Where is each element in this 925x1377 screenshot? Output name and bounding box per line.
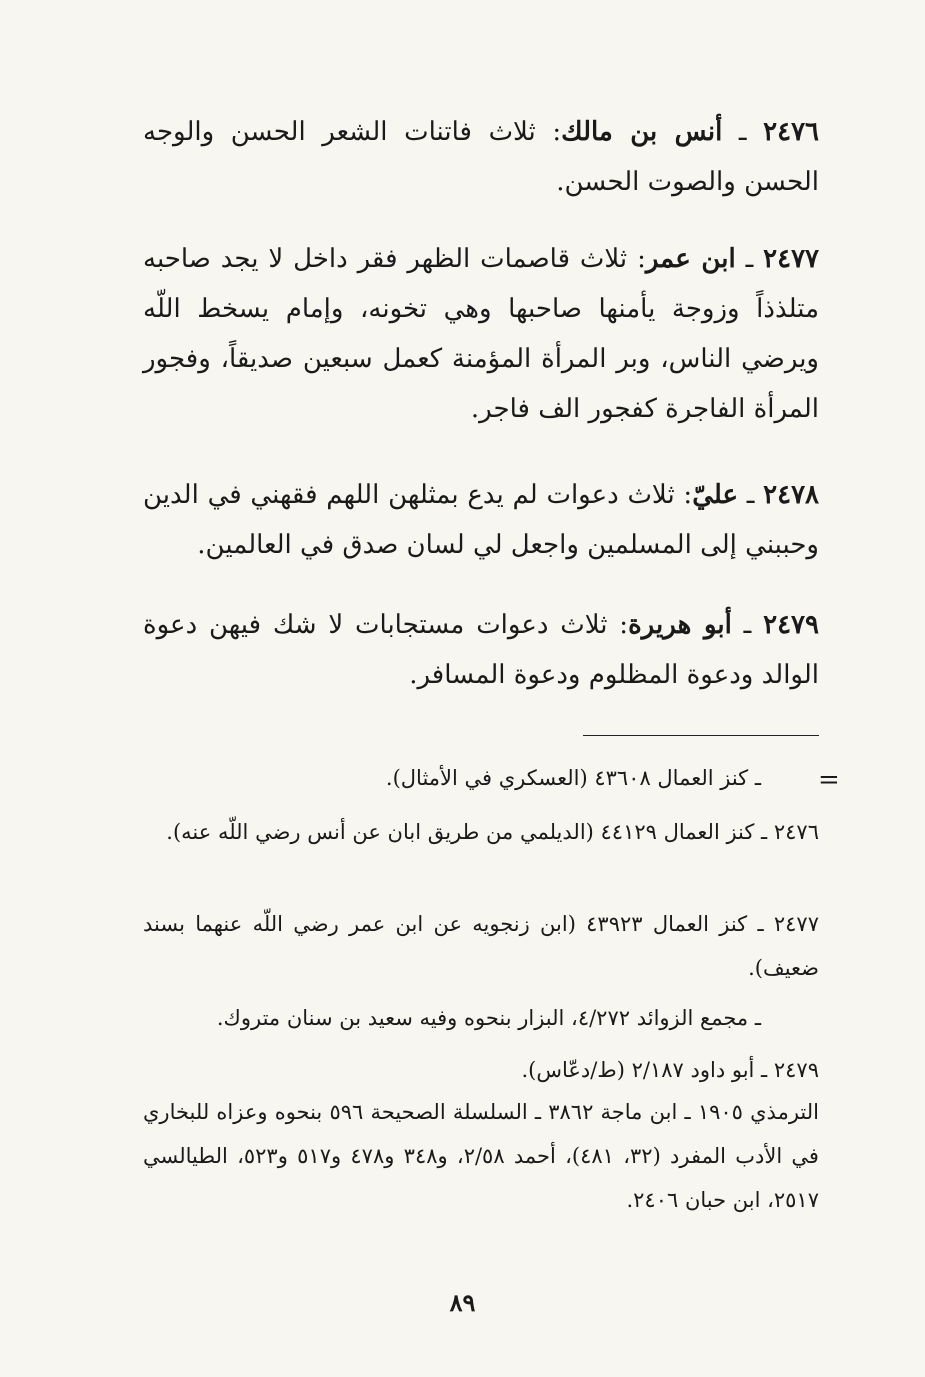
hadith-entry-2478 xyxy=(143,470,819,570)
entry-number: ٢٤٧٧ xyxy=(763,244,819,274)
entry-dash: ـ xyxy=(735,244,764,274)
narrator-name: عليّ xyxy=(692,480,738,510)
entry-dash: ـ xyxy=(731,610,764,640)
entry-text: : ثلاث قاصمات الظهر فقر داخل لا يجد صاحبه متلذذاً وزوجة يأمنها صاحبها وهي تخونه، وإمام يسخط اللّه ويرضي الناس، وبر المرأة المؤمنة كعمل سبعين صديقاً، وفجور المرأة الفاجرة كفجور الف فاجر. xyxy=(143,244,819,424)
footnote-line: ٢٤٧٩ ـ أبو داود ٢/١٨٧ (ط/دعّاس). xyxy=(521,1058,819,1082)
footnote-separator xyxy=(583,735,819,736)
narrator-name: أبو هريرة xyxy=(628,610,732,640)
entry-text: : ثلاث دعوات لم يدع بمثلهن اللهم فقهني في الدين وحببني إلى المسلمين واجعل لي لسان صدق في العالمين. xyxy=(143,480,819,560)
narrator-name: ابن عمر xyxy=(645,244,736,274)
entry-text: : ثلاث دعوات مستجابات لا شك فيهن دعوة الوالد ودعوة المظلوم ودعوة المسافر. xyxy=(143,610,819,690)
entry-number: ٢٤٧٦ xyxy=(763,117,819,147)
hadith-entry-2477 xyxy=(143,234,819,434)
continuation-mark: = xyxy=(818,765,840,795)
footnote-line: ٢٤٧٧ ـ كنز العمال ٤٣٩٢٣ (ابن زنجويه عن ابن عمر رضي اللّه عنهما بسند ضعيف). xyxy=(143,912,819,980)
entry-text: : ثلاث فاتنات الشعر الحسن والوجه الحسن والصوت الحسن. xyxy=(143,117,819,197)
narrator-name: أنس بن مالك xyxy=(561,117,723,147)
footnote-line: ٢٤٧٦ ـ كنز العمال ٤٤١٢٩ (الديلمي من طريق ابان عن أنس رضي اللّه عنه). xyxy=(166,820,819,844)
footnote-line: الترمذي ١٩٠٥ ـ ابن ماجة ٣٨٦٢ ـ السلسلة الصحيحة ٥٩٦ بنحوه وعزاه للبخاري في الأدب المفرد (٣٢، ٤٨١)، أحمد ٢/٥٨، و٣٤٨ و٤٧٨ و٥١٧ و٥٢٣، الطيالسي ٢٥١٧، ابن حبان ٢٤٠٦. xyxy=(143,1100,819,1212)
entry-number: ٢٤٧٨ xyxy=(763,480,819,510)
footnote-line: ـ مجمع الزوائد ٤/٢٧٢، البزار بنحوه وفيه سعيد بن سنان متروك. xyxy=(216,1006,761,1030)
hadith-entry-2479 xyxy=(143,600,819,700)
entry-dash: ـ xyxy=(738,480,764,510)
hadith-entry-2476 xyxy=(143,107,819,207)
entry-number: ٢٤٧٩ xyxy=(763,610,819,640)
entry-dash: ـ xyxy=(722,117,764,147)
page-number: ٨٩ xyxy=(449,1288,476,1317)
footnote-line: ـ كنز العمال ٤٣٦٠٨ (العسكري في الأمثال). xyxy=(385,766,761,790)
